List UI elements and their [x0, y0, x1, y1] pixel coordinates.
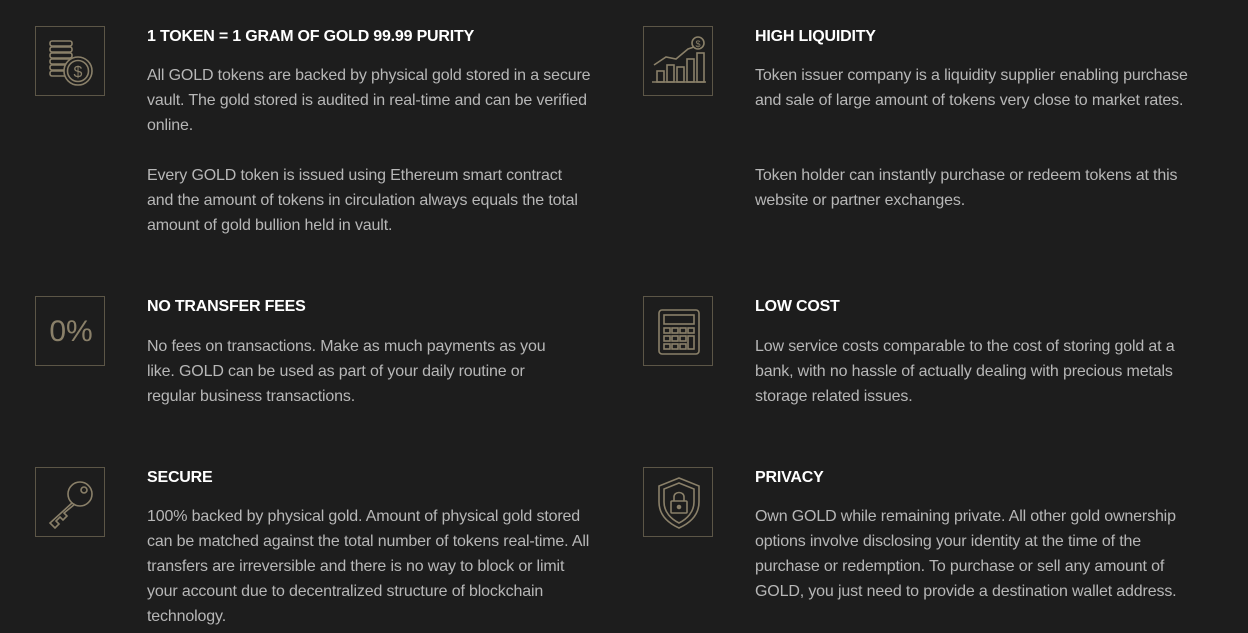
bar-chart-dollar-icon [643, 26, 713, 96]
shield-lock-icon [643, 467, 713, 537]
feature-description: Low service costs comparable to the cost of storing gold at a bank, with no hassle of actually dealing with precious metals storage related issues. [755, 338, 1175, 405]
feature-title: PRIVACY [755, 469, 824, 486]
feature-title: LOW COST [755, 298, 840, 315]
feature-title: HIGH LIQUIDITY [755, 28, 876, 45]
calculator-icon [643, 296, 713, 366]
svg-text:$: $ [73, 64, 83, 81]
feature-description-secondary: Every GOLD token is issued using Ethereum smart contract and the amount of tokens in circulation always equals the total amount of gold bullion held in vault. [147, 167, 578, 234]
key-icon [35, 467, 105, 537]
feature-title: 1 TOKEN = 1 GRAM OF GOLD 99.99 PURITY [147, 28, 475, 45]
feature-description-secondary: Token holder can instantly purchase or redeem tokens at this website or partner exchanges. [755, 167, 1178, 209]
feature-title: NO TRANSFER FEES [147, 298, 306, 315]
feature-description: All GOLD tokens are backed by physical gold stored in a secure vault. The gold stored is audited in real-time and can be verified online. [147, 67, 591, 134]
gold-coins-icon [35, 26, 105, 96]
feature-description: No fees on transactions. Make as much payments as you like. GOLD can be used as part of your daily routine or regular business transactions. [147, 338, 546, 405]
feature-title: SECURE [147, 469, 213, 486]
zero-percent-icon [35, 296, 105, 366]
svg-text:$: $ [695, 39, 701, 49]
feature-description: Own GOLD while remaining private. All other gold ownership options involve disclosing your identity at the time of the purchase or redemption. To purchase or sell any amount of GOLD, you just need to provide a destination wallet address. [755, 508, 1177, 600]
feature-description: Token issuer company is a liquidity supplier enabling purchase and sale of large amount of tokens very close to market rates. [755, 67, 1188, 109]
zero-percent-label: 0% [49, 315, 93, 348]
feature-description: 100% backed by physical gold. Amount of physical gold stored can be matched against the total number of tokens real-time. All transfers are irreversible and there is no way to block or limit your account due to decentralized structure of blockchain technology. [147, 508, 590, 625]
